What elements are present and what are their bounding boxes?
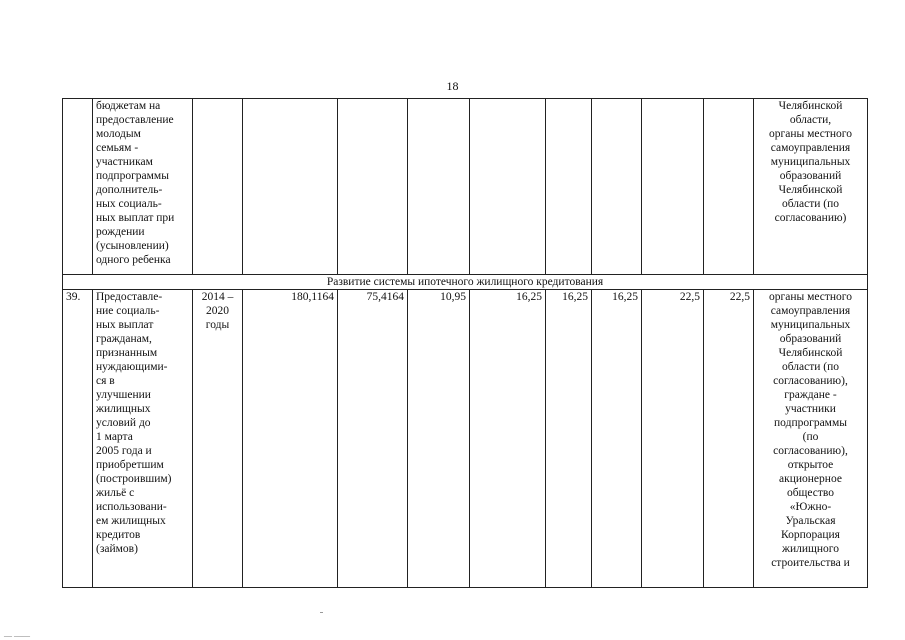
- section-title: Развитие системы ипотечного жилищного кредитования: [63, 275, 868, 290]
- cell-item-value-6: 22,5: [642, 290, 704, 588]
- page-number: 18: [446, 79, 459, 93]
- cell-item-number: 39.: [63, 290, 93, 588]
- cell-number-empty: [63, 99, 93, 275]
- table-row-section-title: [63, 275, 868, 290]
- cell-period-empty: [193, 99, 243, 275]
- cell-item-value-7: 22,5: [704, 290, 754, 588]
- table-row-continuation: [63, 99, 868, 275]
- cell-value-empty: [704, 99, 754, 275]
- cell-item-description: Предоставле- ние социаль- ных выплат гражданам, признанным нуждающими- ся в улучшении жилищных условий до 1 марта 2005 года и приобретшим (построившим) жильё с использовани- ем жилищных кредитов (займов): [93, 290, 193, 588]
- cell-total-empty: [243, 99, 338, 275]
- cell-value-empty: [408, 99, 470, 275]
- cell-item-value-3: 16,25: [470, 290, 546, 588]
- cell-value-empty: [338, 99, 408, 275]
- cell-item-value-2: 10,95: [408, 290, 470, 588]
- cell-item-total: 180,1164: [243, 290, 338, 588]
- footer-mark: — ——: [4, 631, 30, 640]
- cell-value-empty: [642, 99, 704, 275]
- cell-executor-continuation: Челябинской области, органы местного самоуправления муниципальных образований Челябинской области (по согласованию): [754, 99, 868, 275]
- cell-value-empty: [546, 99, 592, 275]
- cell-value-empty: [592, 99, 642, 275]
- table-row-item-39: [63, 290, 868, 588]
- cell-item-period: 2014 – 2020 годы: [193, 290, 243, 588]
- cell-item-executor: органы местного самоуправления муниципальных образований Челябинской области (по согласованию), граждане - участники подпрограммы (по согласованию), открытое акционерное общество «Южно- Уральская Корпорация жилищного строительства и: [754, 290, 868, 588]
- scan-artifact: [320, 612, 323, 613]
- program-table: [62, 98, 868, 588]
- cell-item-value-4: 16,25: [546, 290, 592, 588]
- cell-value-empty: [470, 99, 546, 275]
- cell-item-value-5: 16,25: [592, 290, 642, 588]
- cell-description-continuation: бюджетам на предоставление молодым семьям - участникам подпрограммы дополнитель- ных социаль- ных выплат при рождении (усыновлении) одного ребенка: [93, 99, 193, 275]
- cell-item-value-1: 75,4164: [338, 290, 408, 588]
